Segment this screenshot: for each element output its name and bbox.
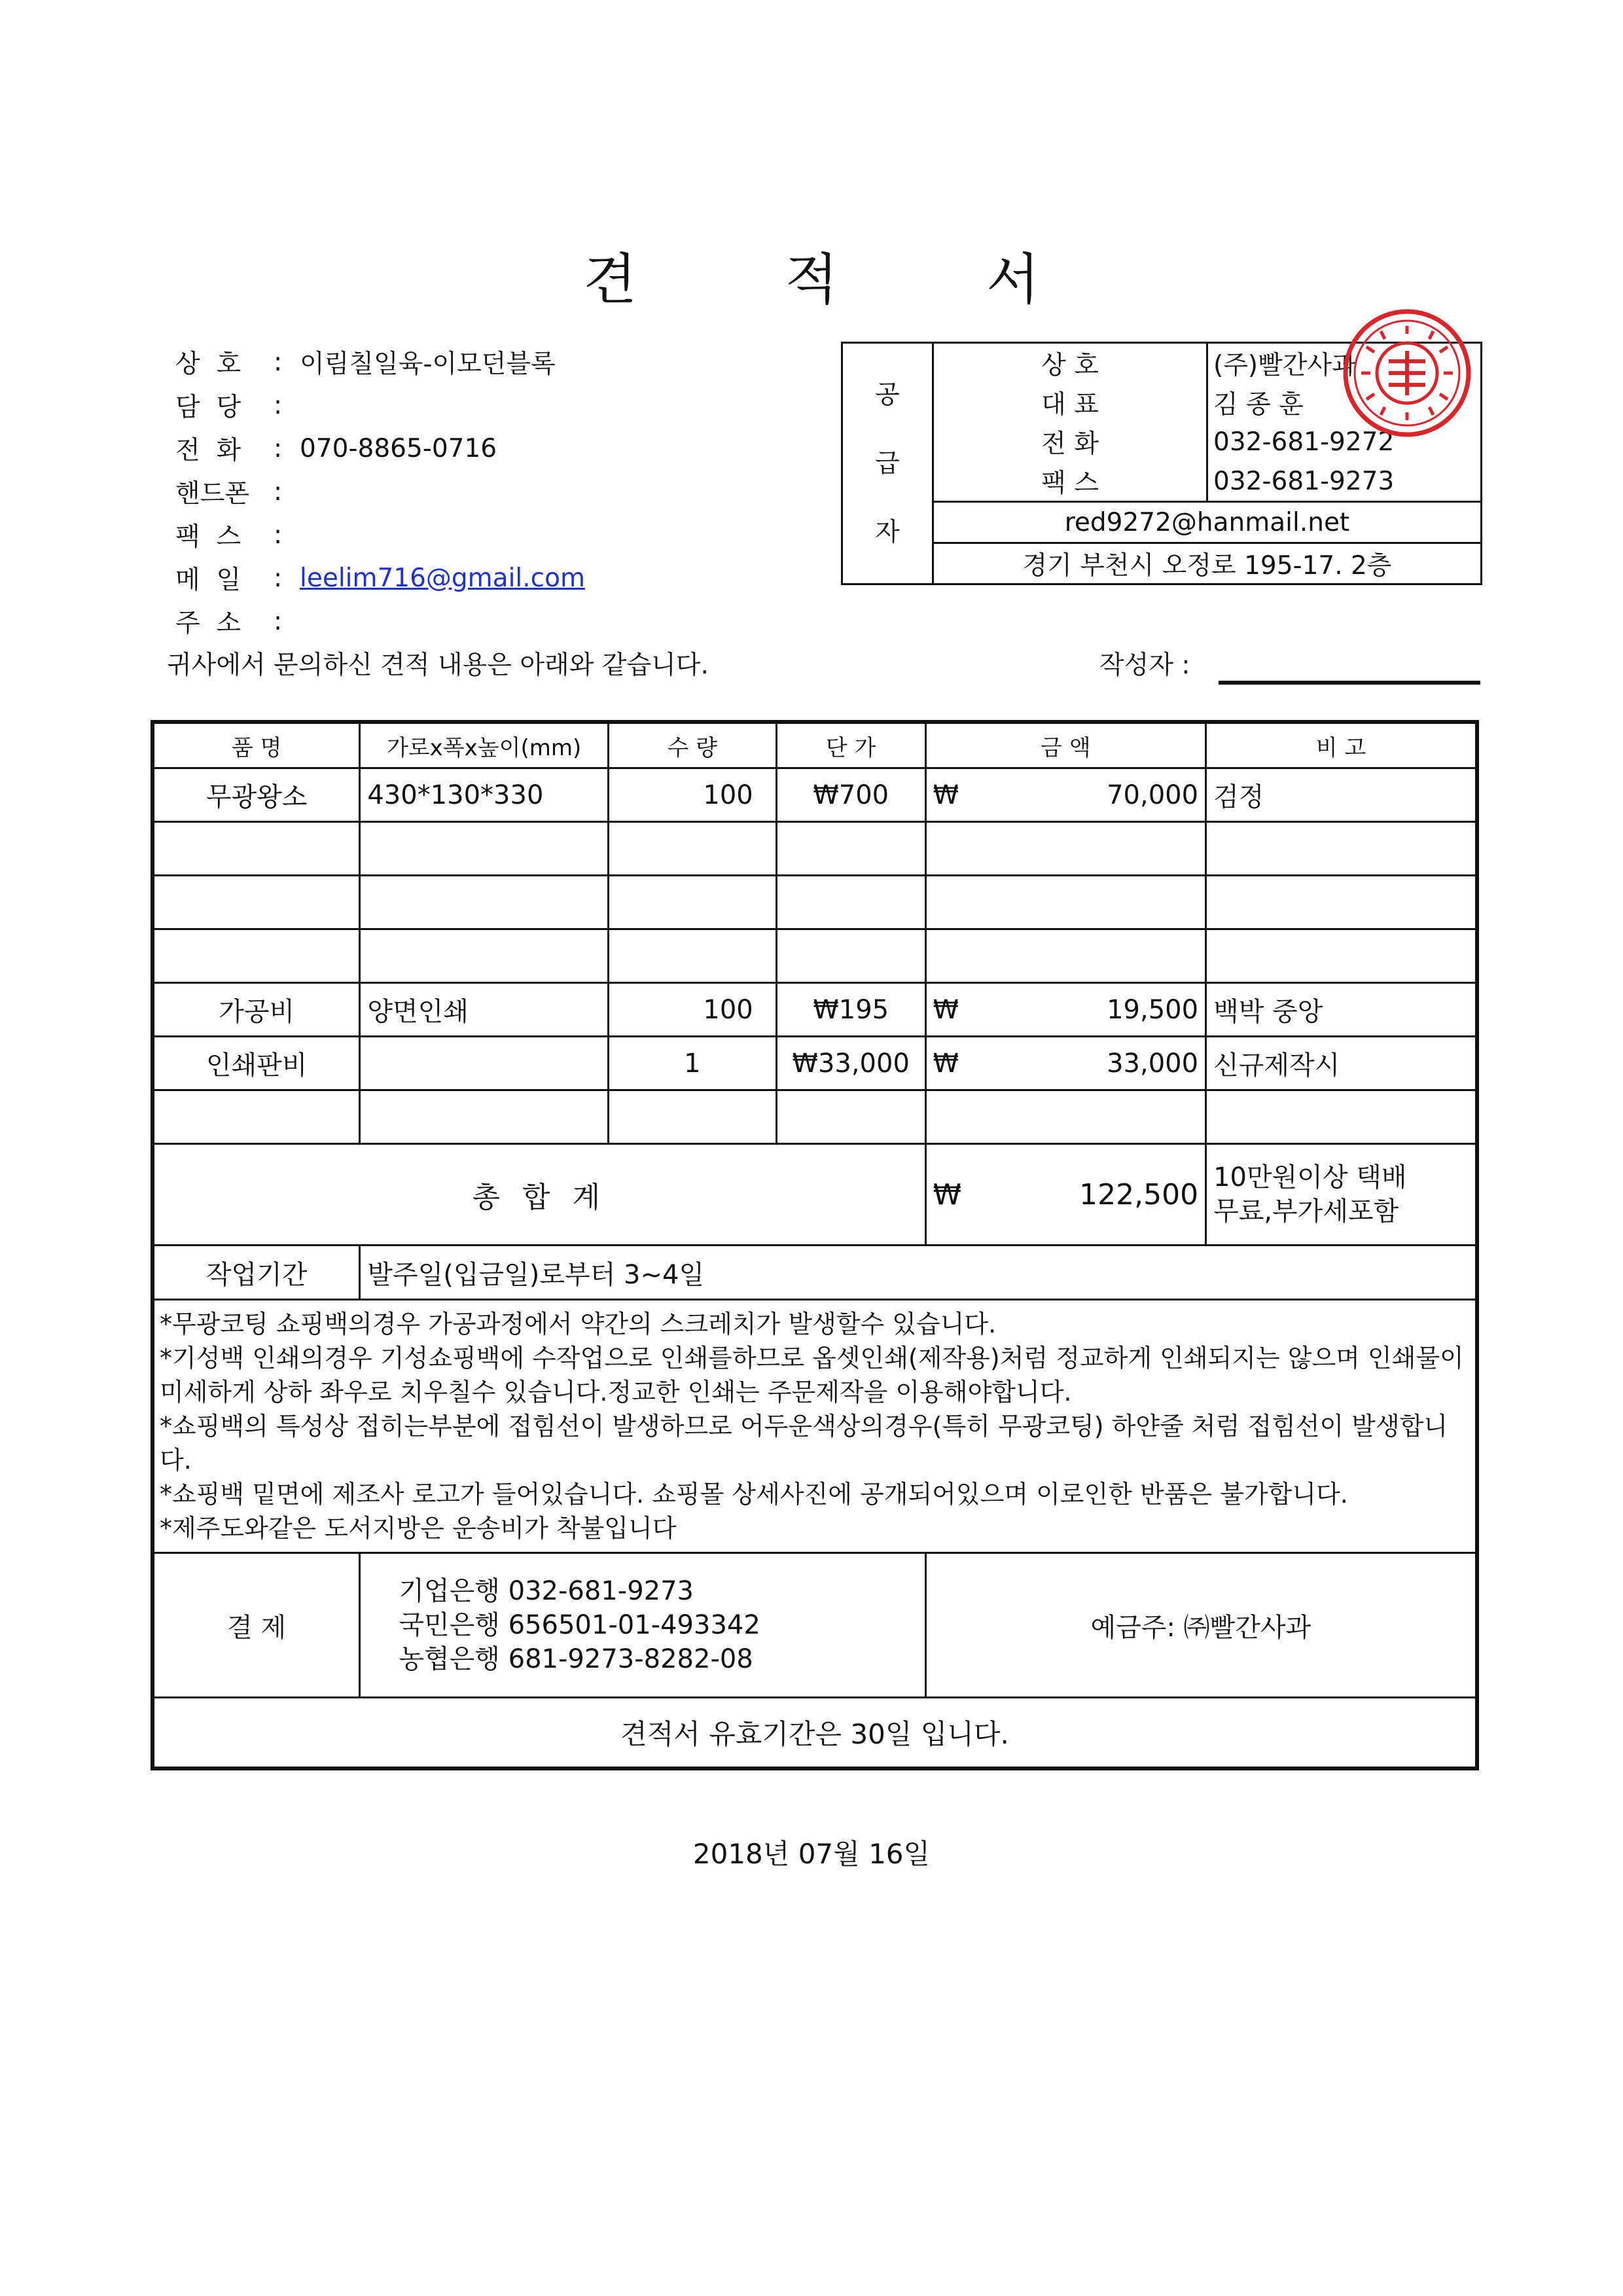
header-unit-price: 단 가: [776, 722, 925, 768]
client-row: [175, 513, 830, 556]
supplier-phone: 032-681-9272: [1207, 422, 1482, 461]
item-amount-cell: [925, 768, 1206, 822]
header-qty: 수 량: [608, 722, 776, 768]
table-row: [152, 876, 1477, 929]
total-amount: 122,500: [1079, 1177, 1199, 1211]
client-label: 담 당: [175, 393, 241, 422]
document-title: 견 적 서: [583, 247, 1105, 312]
client-label: 핸드폰: [175, 479, 250, 509]
table-row: [152, 822, 1477, 876]
total-row: [152, 1144, 1477, 1246]
item-unit-price: [776, 929, 925, 983]
writer-label: 작성자 :: [1099, 651, 1190, 680]
colon: :: [274, 520, 283, 550]
item-unit-price: [776, 822, 925, 876]
supplier-company: (주)빨간사과: [1207, 343, 1482, 384]
header-size: 가로x폭x높이(mm): [360, 722, 609, 768]
supplier-side-label: 공 급 자: [842, 343, 933, 584]
item-amount-cell: [925, 1037, 1206, 1090]
item-amount: 19,500: [1107, 994, 1199, 1025]
item-remark: [1206, 822, 1477, 876]
depositor: 예금주: ㈜빨간사과: [925, 1553, 1477, 1698]
client-email-link[interactable]: leelim716@gmail.com: [300, 563, 585, 593]
item-name: [152, 1090, 360, 1144]
supplier-label: 대 표: [933, 383, 1207, 422]
item-size: [360, 1090, 609, 1144]
table-row: [152, 1090, 1477, 1144]
validity-text: 견적서 유효기간은 30일 입니다.: [152, 1698, 1477, 1769]
work-period-row: [152, 1246, 1477, 1300]
header-item: 품 명: [152, 722, 360, 768]
intro-note: 귀사에서 문의하신 견적 내용은 아래와 같습니다.: [167, 651, 709, 680]
item-size: [360, 876, 609, 929]
table-row: [152, 983, 1477, 1037]
supplier-label: 전 화: [933, 422, 1207, 461]
item-unit-price: ₩33,000: [776, 1037, 925, 1090]
payment-label: 결 제: [152, 1553, 360, 1698]
payment-row: [152, 1553, 1477, 1698]
client-row: [175, 340, 830, 384]
item-name: 인쇄판비: [152, 1037, 360, 1090]
client-label: 전 화: [175, 436, 241, 465]
period-label: 작업기간: [152, 1246, 360, 1300]
currency-symbol: ₩: [933, 1177, 962, 1211]
client-row: [175, 470, 830, 513]
client-label: 메 일: [175, 565, 241, 595]
item-remark: [1206, 1090, 1477, 1144]
currency-symbol: ₩: [933, 1048, 959, 1079]
client-phone: 070-8865-0716: [300, 433, 497, 463]
item-remark: 백박 중앙: [1206, 983, 1477, 1037]
total-remark: 10만원이상 택배 무료,부가세포함: [1206, 1144, 1477, 1246]
item-size: 430*130*330: [360, 768, 609, 822]
item-name: [152, 822, 360, 876]
colon: :: [274, 433, 283, 463]
validity-row: [152, 1698, 1477, 1769]
item-remark: [1206, 876, 1477, 929]
item-size: [360, 1037, 609, 1090]
note-line: *무광코팅 쇼핑백의경우 가공과정에서 약간의 스크레치가 발생할수 있습니다.: [160, 1310, 997, 1338]
client-label: 주 소: [175, 609, 241, 638]
colon: :: [274, 390, 283, 420]
item-remark: 신규제작시: [1206, 1037, 1477, 1090]
supplier-fax: 032-681-9273: [1207, 461, 1482, 502]
item-qty: [608, 1090, 776, 1144]
colon: :: [274, 347, 283, 377]
item-qty: [608, 929, 776, 983]
item-remark: [1206, 929, 1477, 983]
quotation-table: [151, 720, 1479, 1770]
item-remark: 검정: [1206, 768, 1477, 822]
bank-account: 국민은행 656501-01-493342: [399, 1610, 760, 1640]
item-amount: [925, 1090, 1206, 1144]
item-amount: 33,000: [1107, 1048, 1199, 1079]
period-value: 발주일(입금일)로부터 3~4일: [360, 1246, 1477, 1300]
item-amount: [925, 822, 1206, 876]
supplier-label: 팩 스: [933, 461, 1207, 502]
currency-symbol: ₩: [933, 780, 959, 810]
table-row: [152, 1037, 1477, 1090]
item-qty: 100: [608, 983, 776, 1037]
total-label: 총 합 계: [152, 1144, 925, 1246]
company-seal-stamp-icon: [1342, 308, 1472, 439]
client-row: [175, 384, 830, 427]
item-amount: [925, 876, 1206, 929]
client-company: 이림칠일육-이모던블록: [300, 350, 556, 379]
colon: :: [274, 563, 283, 593]
supplier-label: 상 호: [933, 343, 1207, 384]
note-line: *쇼핑백 밑면에 제조사 로고가 들어있습니다. 쇼핑몰 상세사진에 공개되어있으며 이로인한 반품은 불가합니다.: [160, 1480, 1348, 1509]
item-name: 무광왕소: [152, 768, 360, 822]
item-amount-cell: [925, 983, 1206, 1037]
table-row: [152, 929, 1477, 983]
item-name: [152, 929, 360, 983]
item-qty: [608, 822, 776, 876]
item-unit-price: ₩700: [776, 768, 925, 822]
colon: :: [274, 606, 283, 636]
item-name: 가공비: [152, 983, 360, 1037]
document-date: 2018년 07월 16일: [692, 1838, 931, 1870]
item-unit-price: [776, 1090, 925, 1144]
table-header-row: [152, 722, 1477, 768]
client-info: [175, 340, 830, 643]
header-amount: 금 액: [925, 722, 1206, 768]
currency-symbol: ₩: [933, 994, 959, 1025]
note-line: *기성백 인쇄의경우 기성쇼핑백에 수작업으로 인쇄를하므로 옵셋인쇄(제작용)처럼 정교하게 인쇄되지는 않으며 인쇄물이 미세하게 상하 좌우로 치우칠수 있습니다.정교한 인쇄는 주문제작을 이용해야합니다.: [160, 1344, 1464, 1407]
total-amount-cell: [925, 1144, 1206, 1246]
colon: :: [274, 476, 283, 507]
header-remark: 비 고: [1206, 722, 1477, 768]
item-unit-price: [776, 876, 925, 929]
writer-signature-line: [1219, 681, 1480, 685]
item-qty: [608, 876, 776, 929]
client-label: 팩 스: [175, 522, 241, 552]
notes-row: [152, 1300, 1477, 1553]
item-amount: [925, 929, 1206, 983]
supplier-ceo: 김 종 훈: [1207, 383, 1482, 422]
supplier-email: red9272@hanmail.net: [933, 502, 1482, 543]
bank-account: 농협은행 681-9273-8282-08: [399, 1644, 753, 1674]
item-qty: 1: [608, 1037, 776, 1090]
item-size: [360, 929, 609, 983]
note-line: *제주도와같은 도서지방은 운송비가 착불입니다: [160, 1514, 677, 1543]
client-row: [175, 600, 830, 643]
item-unit-price: ₩195: [776, 983, 925, 1037]
notes-cell: [152, 1300, 1477, 1553]
table-row: [152, 768, 1477, 822]
supplier-address: 경기 부천시 오정로 195-17. 2층: [933, 543, 1482, 584]
bank-accounts: [360, 1553, 925, 1698]
client-label: 상 호: [175, 350, 241, 379]
note-line: *쇼핑백의 특성상 접히는부분에 접힘선이 발생하므로 어두운색상의경우(특히 무광코팅) 하얀줄 처럼 접힘선이 발생합니다.: [160, 1412, 1448, 1475]
item-size: 양면인쇄: [360, 983, 609, 1037]
item-amount: 70,000: [1107, 780, 1199, 810]
item-size: [360, 822, 609, 876]
client-row: [175, 556, 830, 600]
client-row: [175, 427, 830, 470]
item-name: [152, 876, 360, 929]
bank-account: 기업은행 032-681-9273: [399, 1576, 694, 1606]
item-qty: 100: [608, 768, 776, 822]
